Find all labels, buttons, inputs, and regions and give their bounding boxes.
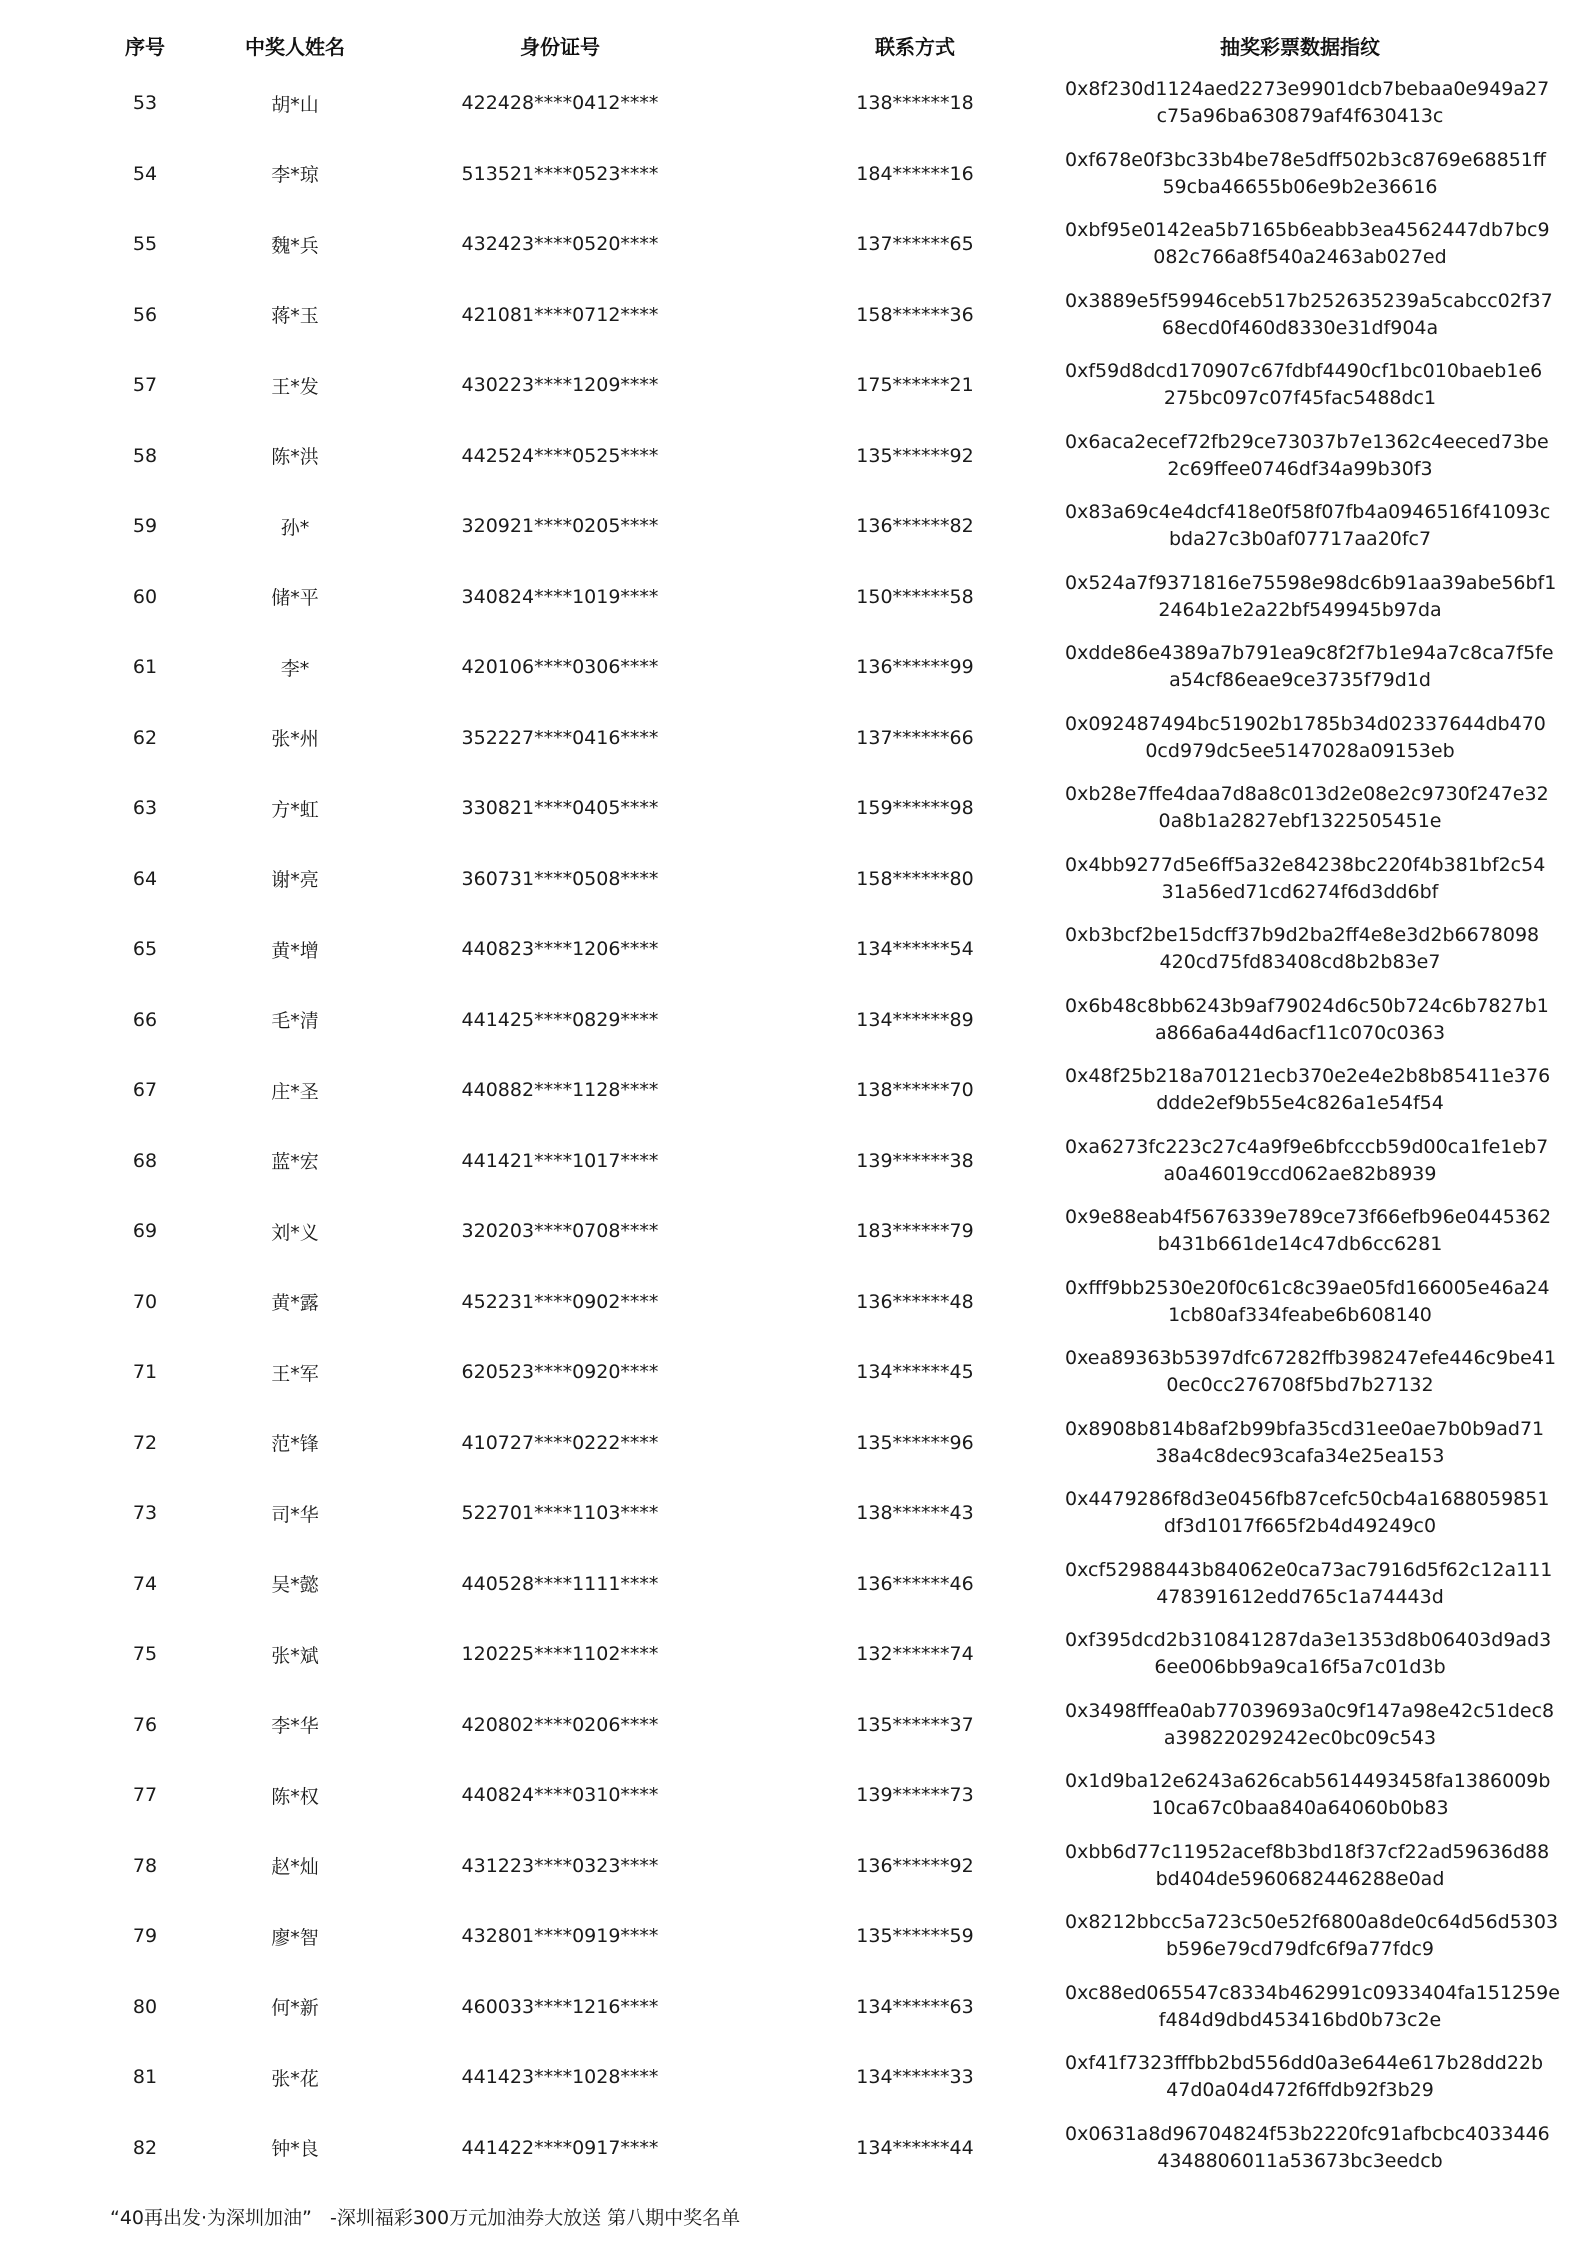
cell-winner-name: 张*斌 bbox=[271, 1644, 319, 1667]
cell-id-number: 460033****1216**** bbox=[461, 1995, 659, 2018]
cell-winner-name: 蒋*玉 bbox=[271, 305, 319, 328]
cell-serial-number: 80 bbox=[132, 1995, 158, 2018]
cell-id-number: 452231****0902**** bbox=[461, 1290, 659, 1313]
cell-winner-name: 王*发 bbox=[271, 375, 319, 398]
cell-ticket-fingerprint bbox=[1065, 1337, 1557, 1408]
cell-contact: 137******66 bbox=[856, 726, 974, 749]
cell-serial-number: 56 bbox=[132, 303, 158, 326]
cell-serial-number: 61 bbox=[132, 656, 158, 679]
cell-id-number: 320203****0708**** bbox=[461, 1220, 659, 1243]
cell-contact: 136******82 bbox=[856, 515, 974, 538]
fingerprint-line: 0x48f25b218a70121ecb370e2e4e2b8b85411e376 bbox=[1065, 1065, 1551, 1088]
table-row bbox=[55, 985, 1535, 1056]
fingerprint-line: bd404de5960682446288e0ad bbox=[1155, 1867, 1445, 1890]
cell-ticket-fingerprint bbox=[1065, 2042, 1544, 2113]
fingerprint-line: 0xf395dcd2b310841287da3e1353d8b06403d9ad3 bbox=[1065, 1629, 1552, 1652]
cell-serial-number: 70 bbox=[132, 1290, 158, 1313]
cell-winner-name: 储*平 bbox=[271, 587, 319, 610]
table-row bbox=[55, 2113, 1535, 2184]
cell-contact: 136******48 bbox=[856, 1290, 974, 1313]
fingerprint-line: 0x8f230d1124aed2273e9901dcb7bebaa0e949a27 bbox=[1065, 78, 1550, 101]
cell-id-number: 440882****1128**** bbox=[461, 1079, 659, 1102]
fingerprint-line: b431b661de14c47db6cc6281 bbox=[1157, 1233, 1443, 1256]
fingerprint-line: 0x8908b814b8af2b99bfa35cd31ee0ae7b0b9ad71 bbox=[1065, 1417, 1545, 1440]
cell-contact: 135******37 bbox=[856, 1713, 974, 1736]
table-row bbox=[55, 491, 1535, 562]
cell-contact: 134******45 bbox=[856, 1361, 974, 1384]
cell-ticket-fingerprint bbox=[1065, 1760, 1551, 1831]
cell-winner-name: 毛*清 bbox=[271, 1010, 319, 1033]
fingerprint-line: 10ca67c0baa840a64060b0b83 bbox=[1151, 1797, 1449, 1820]
cell-id-number: 441425****0829**** bbox=[461, 1008, 659, 1031]
cell-serial-number: 76 bbox=[132, 1713, 158, 1736]
header-ticket-fingerprint: 抽奖彩票数据指纹 bbox=[1220, 34, 1380, 59]
cell-ticket-fingerprint bbox=[1065, 139, 1546, 210]
table-row bbox=[55, 562, 1535, 633]
fingerprint-line: 0x4bb9277d5e6ff5a32e84238bc220f4b381bf2c54 bbox=[1065, 853, 1546, 876]
cell-serial-number: 78 bbox=[132, 1854, 158, 1877]
cell-id-number: 340824****1019**** bbox=[461, 585, 659, 608]
cell-winner-name: 李* bbox=[280, 657, 310, 680]
cell-contact: 134******33 bbox=[856, 2066, 974, 2089]
cell-serial-number: 81 bbox=[132, 2066, 158, 2089]
table-row bbox=[55, 280, 1535, 351]
cell-serial-number: 60 bbox=[132, 585, 158, 608]
cell-ticket-fingerprint bbox=[1065, 1126, 1549, 1197]
fingerprint-line: 0xc88ed065547c8334b462991c0933404fa151259e bbox=[1065, 1981, 1560, 2004]
cell-id-number: 441421****1017**** bbox=[461, 1149, 659, 1172]
table-row bbox=[55, 1126, 1535, 1197]
cell-ticket-fingerprint bbox=[1065, 280, 1553, 351]
cell-id-number: 441423****1028**** bbox=[461, 2066, 659, 2089]
fingerprint-line: 2464b1e2a22bf549945b97da bbox=[1158, 598, 1442, 621]
cell-id-number: 360731****0508**** bbox=[461, 867, 659, 890]
header-row bbox=[55, 22, 1535, 68]
header-id-number: 身份证号 bbox=[520, 34, 600, 59]
cell-id-number: 320921****0205**** bbox=[461, 515, 659, 538]
fingerprint-line: 0ec0cc276708f5bd7b27132 bbox=[1166, 1374, 1434, 1397]
fingerprint-line: 2c69ffee0746df34a99b30f3 bbox=[1167, 457, 1433, 480]
fingerprint-line: 0xfff9bb2530e20f0c61c8c39ae05fd166005e46a24 bbox=[1065, 1276, 1550, 1299]
cell-serial-number: 63 bbox=[132, 797, 158, 820]
table-row bbox=[55, 1619, 1535, 1690]
cell-id-number: 440824****0310**** bbox=[461, 1784, 659, 1807]
table-row bbox=[55, 1267, 1535, 1338]
cell-ticket-fingerprint bbox=[1065, 491, 1551, 562]
cell-winner-name: 蓝*宏 bbox=[271, 1151, 319, 1174]
cell-ticket-fingerprint bbox=[1065, 844, 1546, 915]
cell-id-number: 330821****0405**** bbox=[461, 797, 659, 820]
cell-winner-name: 吴*懿 bbox=[271, 1574, 319, 1597]
table-row bbox=[55, 209, 1535, 280]
table-row bbox=[55, 1478, 1535, 1549]
cell-contact: 138******70 bbox=[856, 1079, 974, 1102]
fingerprint-line: 0x6b48c8bb6243b9af79024d6c50b724c6b7827b1 bbox=[1065, 994, 1549, 1017]
cell-ticket-fingerprint bbox=[1065, 1619, 1552, 1690]
fingerprint-line: df3d1017f665f2b4d49249c0 bbox=[1163, 1515, 1437, 1538]
cell-serial-number: 77 bbox=[132, 1784, 158, 1807]
fingerprint-line: 0x4479286f8d3e0456fb87cefc50cb4a1688059851 bbox=[1065, 1488, 1550, 1511]
fingerprint-line: 420cd75fd83408cd8b2b83e7 bbox=[1159, 951, 1441, 974]
table-row bbox=[55, 914, 1535, 985]
table-row bbox=[55, 68, 1535, 139]
cell-serial-number: 59 bbox=[132, 515, 158, 538]
fingerprint-line: 0x3889e5f59946ceb517b252635239a5cabcc02f37 bbox=[1065, 289, 1553, 312]
fingerprint-line: 0x524a7f9371816e75598e98dc6b91aa39abe56bf1 bbox=[1065, 571, 1557, 594]
fingerprint-line: 0xf678e0f3bc33b4be78e5dff502b3c8769e68851ff bbox=[1065, 148, 1546, 171]
cell-serial-number: 64 bbox=[132, 867, 158, 890]
cell-serial-number: 54 bbox=[132, 162, 158, 185]
cell-winner-name: 赵*灿 bbox=[271, 1856, 319, 1879]
cell-ticket-fingerprint bbox=[1065, 914, 1540, 985]
cell-id-number: 620523****0920**** bbox=[461, 1361, 659, 1384]
table-row bbox=[55, 1196, 1535, 1267]
cell-ticket-fingerprint bbox=[1065, 1690, 1555, 1761]
fingerprint-line: 0xcf52988443b84062e0ca73ac7916d5f62c12a111 bbox=[1065, 1558, 1553, 1581]
fingerprint-line: 0x9e88eab4f5676339e789ce73f66efb96e0445362 bbox=[1065, 1206, 1552, 1229]
cell-contact: 175******21 bbox=[856, 374, 974, 397]
cell-id-number: 441422****0917**** bbox=[461, 2136, 659, 2159]
fingerprint-line: 0x0631a8d96704824f53b2220fc91afbcbc4033446 bbox=[1065, 2122, 1550, 2145]
table-row bbox=[55, 1831, 1535, 1902]
cell-contact: 135******59 bbox=[856, 1925, 974, 1948]
cell-serial-number: 79 bbox=[132, 1925, 158, 1948]
cell-contact: 139******38 bbox=[856, 1149, 974, 1172]
cell-ticket-fingerprint bbox=[1065, 1972, 1560, 2043]
fingerprint-line: 0x8212bbcc5a723c50e52f6800a8de0c64d56d5303 bbox=[1065, 1911, 1559, 1934]
cell-contact: 134******54 bbox=[856, 938, 974, 961]
cell-id-number: 352227****0416**** bbox=[461, 726, 659, 749]
fingerprint-line: 082c766a8f540a2463ab027ed bbox=[1153, 246, 1447, 269]
table-row bbox=[55, 139, 1535, 210]
cell-serial-number: 55 bbox=[132, 233, 158, 256]
table-row bbox=[55, 703, 1535, 774]
fingerprint-line: bda27c3b0af07717aa20fc7 bbox=[1168, 528, 1432, 551]
fingerprint-line: a54cf86eae9ce3735f79d1d bbox=[1169, 669, 1431, 692]
cell-serial-number: 58 bbox=[132, 444, 158, 467]
fingerprint-line: 0cd979dc5ee5147028a09153eb bbox=[1145, 739, 1455, 762]
fingerprint-line: 0a8b1a2827ebf1322505451e bbox=[1158, 810, 1442, 833]
cell-id-number: 440823****1206**** bbox=[461, 938, 659, 961]
cell-contact: 150******58 bbox=[856, 585, 974, 608]
cell-winner-name: 黄*增 bbox=[271, 939, 319, 962]
fingerprint-line: 59cba46655b06e9b2e36616 bbox=[1162, 175, 1438, 198]
cell-winner-name: 庄*圣 bbox=[271, 1080, 319, 1103]
fingerprint-line: 0xbf95e0142ea5b7165b6eabb3ea4562447db7bc9 bbox=[1065, 219, 1550, 242]
cell-contact: 158******36 bbox=[856, 303, 974, 326]
cell-ticket-fingerprint bbox=[1065, 1478, 1550, 1549]
table-header bbox=[55, 22, 1535, 68]
cell-ticket-fingerprint bbox=[1065, 632, 1554, 703]
header-contact: 联系方式 bbox=[875, 34, 955, 59]
fingerprint-line: 68ecd0f460d8330e31df904a bbox=[1161, 316, 1439, 339]
cell-id-number: 432423****0520**** bbox=[461, 233, 659, 256]
cell-winner-name: 钟*良 bbox=[271, 2138, 319, 2161]
fingerprint-line: 478391612edd765c1a74443d bbox=[1156, 1585, 1444, 1608]
header-serial-number: 序号 bbox=[125, 34, 165, 59]
fingerprint-line: 0x83a69c4e4dcf418e0f58f07fb4a0946516f41093c bbox=[1065, 501, 1551, 524]
cell-winner-name: 张*州 bbox=[271, 728, 319, 751]
fingerprint-line: 0xf41f7323fffbb2bd556dd0a3e644e617b28dd22b bbox=[1065, 2052, 1544, 2075]
table-row bbox=[55, 350, 1535, 421]
table-row bbox=[55, 773, 1535, 844]
cell-winner-name: 刘*义 bbox=[271, 1221, 319, 1244]
cell-id-number: 431223****0323**** bbox=[461, 1854, 659, 1877]
cell-ticket-fingerprint bbox=[1065, 1196, 1552, 1267]
fingerprint-line: c75a96ba630879af4f630413c bbox=[1156, 105, 1444, 128]
cell-ticket-fingerprint bbox=[1065, 1831, 1550, 1902]
cell-winner-name: 李*琼 bbox=[271, 164, 319, 187]
cell-winner-name: 王*军 bbox=[271, 1362, 319, 1385]
cell-winner-name: 谢*亮 bbox=[271, 869, 319, 892]
fingerprint-line: ddde2ef9b55e4c826a1e54f54 bbox=[1156, 1092, 1444, 1115]
cell-winner-name: 方*虹 bbox=[271, 798, 319, 821]
cell-winner-name: 范*锋 bbox=[271, 1433, 319, 1456]
cell-contact: 134******89 bbox=[856, 1008, 974, 1031]
cell-id-number: 513521****0523**** bbox=[461, 162, 659, 185]
cell-contact: 139******73 bbox=[856, 1784, 974, 1807]
cell-ticket-fingerprint bbox=[1065, 1055, 1551, 1126]
table-row bbox=[55, 1055, 1535, 1126]
cell-winner-name: 魏*兵 bbox=[271, 234, 319, 257]
cell-winner-name: 陈*权 bbox=[271, 1785, 319, 1808]
cell-contact: 138******18 bbox=[856, 92, 974, 115]
cell-contact: 137******65 bbox=[856, 233, 974, 256]
cell-serial-number: 65 bbox=[132, 938, 158, 961]
table-row bbox=[55, 421, 1535, 492]
fingerprint-line: 0xea89363b5397dfc67282ffb398247efe446c9be41 bbox=[1065, 1347, 1557, 1370]
cell-winner-name: 张*花 bbox=[271, 2067, 319, 2090]
header-winner-name: 中奖人姓名 bbox=[245, 34, 345, 59]
cell-winner-name: 李*华 bbox=[271, 1715, 319, 1738]
fingerprint-line: 275bc097c07f45fac5488dc1 bbox=[1163, 387, 1437, 410]
fingerprint-line: f484d9dbd453416bd0b73c2e bbox=[1158, 2008, 1442, 2031]
table-row bbox=[55, 1972, 1535, 2043]
cell-serial-number: 68 bbox=[132, 1149, 158, 1172]
cell-id-number: 410727****0222**** bbox=[461, 1431, 659, 1454]
table-body bbox=[55, 68, 1560, 2183]
footer-caption: “40再出发·为深圳加油” -深圳福彩300万元加油券大放送 第八期中奖名单 bbox=[110, 2207, 741, 2229]
cell-serial-number: 62 bbox=[132, 726, 158, 749]
fingerprint-line: 0x3498fffea0ab77039693a0c9f147a98e42c51dec8 bbox=[1065, 1699, 1555, 1722]
cell-id-number: 420802****0206**** bbox=[461, 1713, 659, 1736]
cell-ticket-fingerprint bbox=[1065, 773, 1549, 844]
cell-ticket-fingerprint bbox=[1065, 209, 1550, 280]
cell-contact: 135******92 bbox=[856, 444, 974, 467]
cell-winner-name: 司*华 bbox=[271, 1503, 319, 1526]
cell-ticket-fingerprint bbox=[1065, 421, 1549, 492]
cell-serial-number: 67 bbox=[132, 1079, 158, 1102]
fingerprint-line: 38a4c8dec93cafa34e25ea153 bbox=[1155, 1444, 1445, 1467]
table-row bbox=[55, 1408, 1535, 1479]
table-row bbox=[55, 1901, 1535, 1972]
cell-contact: 136******46 bbox=[856, 1572, 974, 1595]
fingerprint-line: 1cb80af334feabe6b608140 bbox=[1168, 1303, 1432, 1326]
cell-contact: 136******99 bbox=[856, 656, 974, 679]
cell-ticket-fingerprint bbox=[1065, 1267, 1550, 1338]
cell-id-number: 430223****1209**** bbox=[461, 374, 659, 397]
cell-id-number: 440528****1111**** bbox=[461, 1572, 659, 1595]
cell-serial-number: 74 bbox=[132, 1572, 158, 1595]
cell-serial-number: 73 bbox=[132, 1502, 158, 1525]
cell-contact: 184******16 bbox=[856, 162, 974, 185]
cell-id-number: 420106****0306**** bbox=[461, 656, 659, 679]
fingerprint-line: 6ee006bb9a9ca16f5a7c01d3b bbox=[1154, 1656, 1446, 1679]
cell-ticket-fingerprint bbox=[1065, 562, 1557, 633]
cell-winner-name: 廖*智 bbox=[271, 1926, 319, 1949]
cell-winner-name: 孙* bbox=[280, 516, 310, 539]
cell-winner-name: 黄*露 bbox=[271, 1292, 319, 1315]
cell-id-number: 432801****0919**** bbox=[461, 1925, 659, 1948]
cell-serial-number: 82 bbox=[132, 2136, 158, 2159]
winners-table bbox=[55, 22, 1560, 2183]
cell-contact: 135******96 bbox=[856, 1431, 974, 1454]
table-row bbox=[55, 2042, 1535, 2113]
table-row bbox=[55, 632, 1535, 703]
cell-ticket-fingerprint bbox=[1065, 68, 1550, 139]
cell-id-number: 421081****0712**** bbox=[461, 303, 659, 326]
fingerprint-line: 47d0a04d472f6ffdb92f3b29 bbox=[1166, 2079, 1434, 2102]
cell-contact: 159******98 bbox=[856, 797, 974, 820]
cell-ticket-fingerprint bbox=[1065, 985, 1549, 1056]
cell-ticket-fingerprint bbox=[1065, 2113, 1550, 2184]
cell-id-number: 120225****1102**** bbox=[461, 1643, 659, 1666]
fingerprint-line: 0xdde86e4389a7b791ea9c8f2f7b1e94a7c8ca7f5fe bbox=[1065, 642, 1554, 665]
table-row bbox=[55, 1690, 1535, 1761]
fingerprint-line: 0xa6273fc223c27c4a9f9e6bfcccb59d00ca1fe1eb7 bbox=[1065, 1135, 1549, 1158]
cell-serial-number: 66 bbox=[132, 1008, 158, 1031]
fingerprint-line: 4348806011a53673bc3eedcb bbox=[1157, 2149, 1443, 2172]
cell-contact: 138******43 bbox=[856, 1502, 974, 1525]
fingerprint-line: a0a46019ccd062ae82b8939 bbox=[1163, 1162, 1437, 1185]
cell-serial-number: 75 bbox=[132, 1643, 158, 1666]
cell-serial-number: 53 bbox=[132, 92, 158, 115]
cell-serial-number: 57 bbox=[132, 374, 158, 397]
fingerprint-line: 0xf59d8dcd170907c67fdbf4490cf1bc010baeb1e6 bbox=[1065, 360, 1543, 383]
table-row bbox=[55, 1337, 1535, 1408]
cell-serial-number: 69 bbox=[132, 1220, 158, 1243]
fingerprint-line: 0xb3bcf2be15dcff37b9d2ba2ff4e8e3d2b6678098 bbox=[1065, 924, 1540, 947]
cell-contact: 158******80 bbox=[856, 867, 974, 890]
cell-contact: 134******63 bbox=[856, 1995, 974, 2018]
cell-id-number: 522701****1103**** bbox=[461, 1502, 659, 1525]
fingerprint-line: 0xb28e7ffe4daa7d8a8c013d2e08e2c9730f247e32 bbox=[1065, 783, 1549, 806]
fingerprint-line: a866a6a44d6acf11c070c0363 bbox=[1154, 1021, 1446, 1044]
cell-winner-name: 陈*洪 bbox=[271, 446, 319, 469]
cell-contact: 134******44 bbox=[856, 2136, 974, 2159]
cell-ticket-fingerprint bbox=[1065, 1549, 1553, 1620]
table-row bbox=[55, 844, 1535, 915]
fingerprint-line: a39822029242ec0bc09c543 bbox=[1163, 1726, 1437, 1749]
fingerprint-line: 0xbb6d77c11952acef8b3bd18f37cf22ad59636d88 bbox=[1065, 1840, 1550, 1863]
fingerprint-line: 0x1d9ba12e6243a626cab5614493458fa1386009b bbox=[1065, 1770, 1551, 1793]
table-row bbox=[55, 1760, 1535, 1831]
cell-contact: 183******79 bbox=[856, 1220, 974, 1243]
fingerprint-line: 0x6aca2ecef72fb29ce73037b7e1362c4eeced73be bbox=[1065, 430, 1549, 453]
fingerprint-line: 31a56ed71cd6274f6d3dd6bf bbox=[1161, 880, 1439, 903]
table-row bbox=[55, 1549, 1535, 1620]
cell-serial-number: 71 bbox=[132, 1361, 158, 1384]
cell-ticket-fingerprint bbox=[1065, 703, 1546, 774]
cell-id-number: 442524****0525**** bbox=[461, 444, 659, 467]
cell-winner-name: 胡*山 bbox=[271, 93, 319, 116]
cell-id-number: 422428****0412**** bbox=[461, 92, 659, 115]
cell-contact: 136******92 bbox=[856, 1854, 974, 1877]
fingerprint-line: 0x092487494bc51902b1785b34d02337644db470 bbox=[1065, 712, 1546, 735]
cell-ticket-fingerprint bbox=[1065, 350, 1543, 421]
cell-ticket-fingerprint bbox=[1065, 1901, 1559, 1972]
fingerprint-line: b596e79cd79dfc6f9a77fdc9 bbox=[1165, 1938, 1435, 1961]
cell-winner-name: 何*新 bbox=[271, 1997, 319, 2020]
cell-contact: 132******74 bbox=[856, 1643, 974, 1666]
cell-serial-number: 72 bbox=[132, 1431, 158, 1454]
cell-ticket-fingerprint bbox=[1065, 1408, 1545, 1479]
